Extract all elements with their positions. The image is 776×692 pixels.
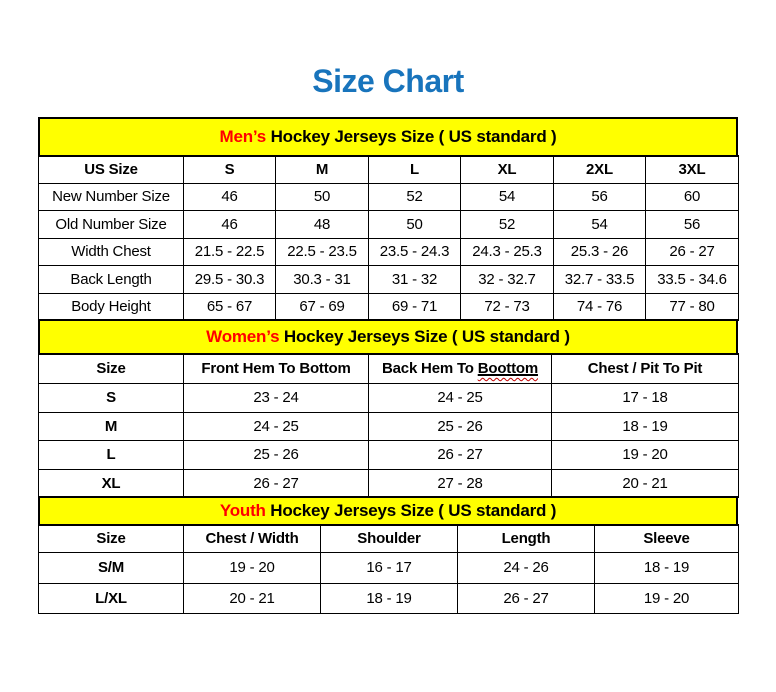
column-header: XL [461,156,554,184]
size-cell: 50 [276,183,369,211]
size-cell: 77 - 80 [646,293,739,321]
column-header: US Size [39,156,184,184]
row-label: S/M [39,553,184,584]
size-cell: 20 - 21 [184,583,321,614]
size-cell: 74 - 76 [554,293,646,321]
column-header-prefix: Back Hem To [382,360,478,377]
mens-section-header-text: Hockey Jerseys Size ( US standard ) [266,127,557,146]
row-label: Old Number Size [39,211,184,239]
size-cell: 31 - 32 [369,266,461,294]
size-cell: 67 - 69 [276,293,369,321]
size-cell: 26 - 27 [646,238,739,266]
size-cell: 30.3 - 31 [276,266,369,294]
womens-section-header-text: Hockey Jerseys Size ( US standard ) [279,327,570,346]
size-cell: 16 - 17 [321,553,458,584]
size-cell: 56 [646,211,739,239]
youth-section-header-text: Hockey Jerseys Size ( US standard ) [265,501,557,520]
column-header: Size [39,525,184,553]
size-cell: 26 - 27 [184,469,369,498]
mens-section-header [38,117,738,157]
column-header: 2XL [554,156,646,184]
size-cell: 24 - 25 [369,384,552,413]
table-row [39,238,739,266]
row-label: Body Height [39,293,184,321]
table-row [39,583,739,614]
size-cell: 48 [276,211,369,239]
size-cell: 72 - 73 [461,293,554,321]
size-cell: 26 - 27 [458,583,595,614]
column-header: Size [39,354,184,384]
size-cell: 56 [554,183,646,211]
column-header: L [369,156,461,184]
size-cell: 27 - 28 [369,469,552,498]
size-chart-tables [38,117,738,614]
size-cell: 20 - 21 [552,469,739,498]
womens-section-header [38,319,738,355]
size-cell: 22.5 - 23.5 [276,238,369,266]
misspelled-word: Boottom [477,360,538,377]
table-row [39,183,739,211]
mens-size-table [38,155,739,321]
table-row [39,211,739,239]
table-row [39,384,739,413]
size-cell: 24 - 25 [184,412,369,441]
womens-section-header-accent: Women’s [206,327,280,346]
size-cell: 65 - 67 [184,293,276,321]
size-cell: 17 - 18 [552,384,739,413]
column-header: Chest / Width [184,525,321,553]
size-cell: 52 [461,211,554,239]
youth-section-header-accent: Youth [219,501,266,520]
size-cell: 69 - 71 [369,293,461,321]
table-row [39,266,739,294]
table-row [39,469,739,498]
womens-size-table [38,353,739,498]
mens-section-header-accent: Men’s [219,127,267,146]
table-header-row [39,354,739,384]
row-label: L [39,441,184,470]
size-cell: 24.3 - 25.3 [461,238,554,266]
size-cell: 29.5 - 30.3 [184,266,276,294]
row-label: XL [39,469,184,498]
row-label: S [39,384,184,413]
table-header-row [39,525,739,553]
size-cell: 46 [184,183,276,211]
size-cell: 25.3 - 26 [554,238,646,266]
size-cell: 32.7 - 33.5 [554,266,646,294]
column-header: Front Hem To Bottom [184,354,369,384]
size-cell: 18 - 19 [321,583,458,614]
column-header: 3XL [646,156,739,184]
row-label: Width Chest [39,238,184,266]
table-row [39,293,739,321]
page-title: Size Chart [312,63,464,99]
size-cell: 19 - 20 [595,583,739,614]
size-cell: 54 [554,211,646,239]
column-header [369,354,552,384]
size-cell: 18 - 19 [595,553,739,584]
size-cell: 19 - 20 [552,441,739,470]
size-cell: 50 [369,211,461,239]
size-cell: 25 - 26 [369,412,552,441]
size-cell: 23.5 - 24.3 [369,238,461,266]
table-row [39,553,739,584]
youth-size-table [38,524,739,614]
table-row [39,441,739,470]
size-cell: 19 - 20 [184,553,321,584]
size-cell: 24 - 26 [458,553,595,584]
row-label: M [39,412,184,441]
column-header: Chest / Pit To Pit [552,354,739,384]
size-cell: 54 [461,183,554,211]
table-header-row [39,156,739,184]
table-row [39,412,739,441]
row-label: L/XL [39,583,184,614]
misspelled-word-underline [478,360,538,377]
youth-section-header [38,496,738,526]
size-cell: 32 - 32.7 [461,266,554,294]
size-cell: 33.5 - 34.6 [646,266,739,294]
size-cell: 23 - 24 [184,384,369,413]
column-header: S [184,156,276,184]
row-label: Back Length [39,266,184,294]
size-cell: 26 - 27 [369,441,552,470]
size-cell: 46 [184,211,276,239]
column-header: Shoulder [321,525,458,553]
size-cell: 52 [369,183,461,211]
size-cell: 18 - 19 [552,412,739,441]
size-cell: 21.5 - 22.5 [184,238,276,266]
size-cell: 25 - 26 [184,441,369,470]
row-label: New Number Size [39,183,184,211]
column-header: M [276,156,369,184]
column-header: Sleeve [595,525,739,553]
size-cell: 60 [646,183,739,211]
column-header: Length [458,525,595,553]
